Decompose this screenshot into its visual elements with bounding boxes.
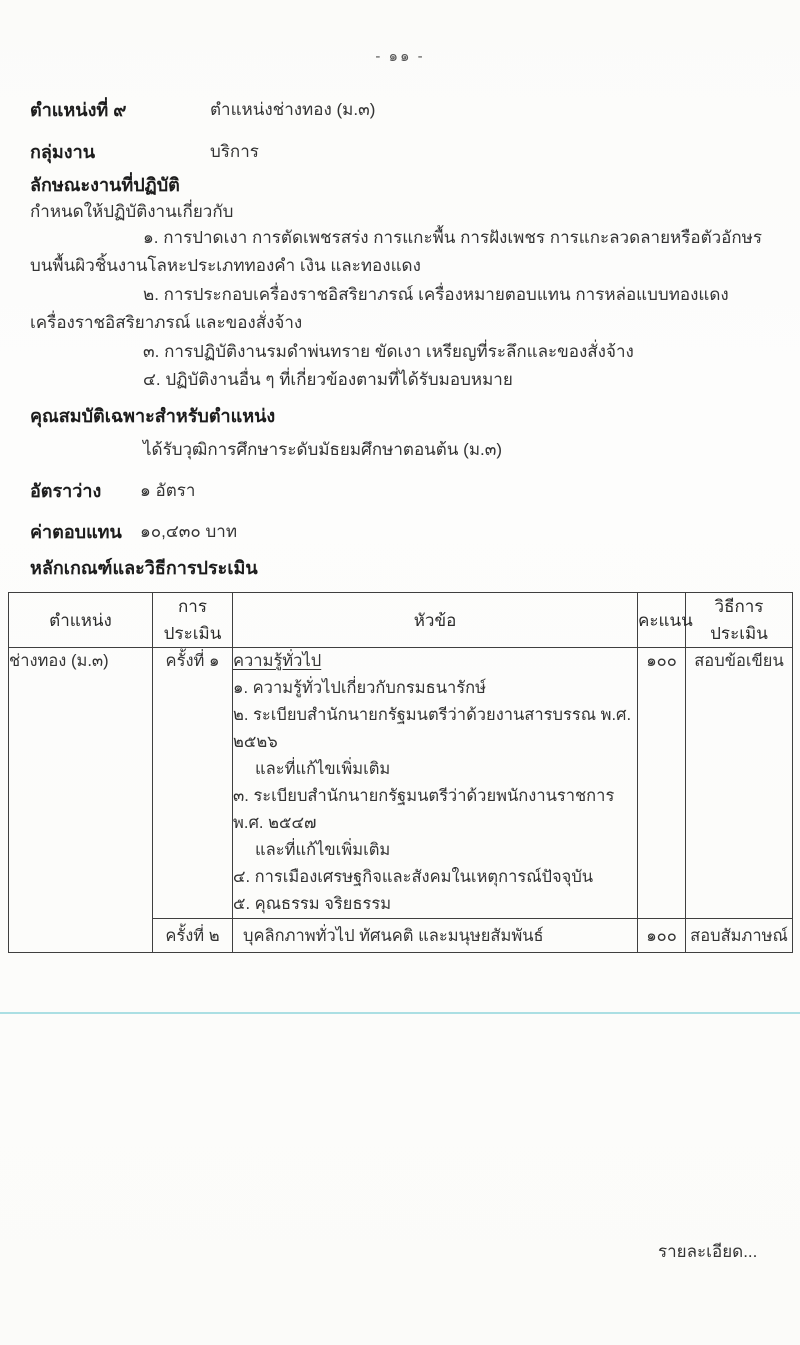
column-header-method: วิธีการประเมิน — [686, 593, 793, 648]
evaluation-heading: หลักเกณฑ์และวิธีการประเมิน — [30, 558, 258, 578]
evaluation-table — [8, 592, 793, 953]
page-number: - ๑๑ - — [375, 48, 425, 65]
column-header-score: คะแนน — [638, 593, 686, 648]
vacancy-value: ๑ อัตรา — [140, 481, 196, 500]
round-1-topics-cell — [233, 648, 638, 919]
position-cell: ช่างทอง (ม.๓) — [9, 648, 153, 953]
duty-item-4: ๔. ปฏิบัติงานอื่น ๆ ที่เกี่ยวข้องตามที่ได้รับมอบหมาย — [143, 370, 513, 390]
duty-item-2-cont: เครื่องราชอิสริยาภรณ์ และของสั่งจ้าง — [30, 313, 303, 333]
round-1-topic-3: ๓. ระเบียบสำนักนายกรัฐมนตรีว่าด้วยพนักงานราชการ พ.ศ. ๒๕๔๗ — [233, 787, 615, 832]
round-1-topic-4: ๔. การเมืองเศรษฐกิจและสังคมในเหตุการณ์ปัจจุบัน — [233, 868, 594, 886]
duties-heading: ลักษณะงานที่ปฏิบัติ — [30, 175, 180, 195]
round-1-topic-1: ๑. ความรู้ทั่วไปเกี่ยวกับกรมธนารักษ์ — [233, 679, 486, 697]
round-2-method-cell: สอบสัมภาษณ์ — [686, 919, 793, 953]
round-1-topic-title: ความรู้ทั่วไป — [233, 652, 322, 670]
duty-item-1-cont: บนพื้นผิวชิ้นงานโลหะประเภททองคำ เงิน และทองแดง — [30, 256, 421, 276]
evaluation-round-1-row — [9, 648, 793, 919]
position-number-value: ตำแหน่งช่างทอง (ม.๓) — [210, 100, 376, 119]
column-header-topic: หัวข้อ — [233, 593, 638, 648]
round-1-score-cell: ๑๐๐ — [638, 648, 686, 919]
position-number-label: ตำแหน่งที่ ๙ — [30, 100, 127, 120]
duties-intro: กำหนดให้ปฏิบัติงานเกี่ยวกับ — [30, 202, 234, 221]
round-1-topic-5: ๕. คุณธรรม จริยธรรม — [233, 895, 392, 913]
compensation-value: ๑๐,๔๓๐ บาท — [140, 522, 238, 541]
round-2-score-cell: ๑๐๐ — [638, 919, 686, 953]
scan-divider-line — [0, 1012, 800, 1014]
duty-item-1: ๑. การปาดเงา การตัดเพชรสร่ง การแกะพื้น การฝังเพชร การแกะลวดลายหรือตัวอักษร — [143, 228, 763, 247]
round-1-topic-2: ๒. ระเบียบสำนักนายกรัฐมนตรีว่าด้วยงานสารบรรณ พ.ศ. ๒๕๒๖ — [233, 706, 632, 751]
round-1-name-cell: ครั้งที่ ๑ — [153, 648, 233, 919]
footer-more-text: รายละเอียด... — [658, 1242, 758, 1261]
duty-item-3: ๓. การปฏิบัติงานรมดำพ่นทราย ขัดเงา เหรียญที่ระลึกและของสั่งจ้าง — [143, 341, 634, 361]
duty-item-2: ๒. การประกอบเครื่องราชอิสริยาภรณ์ เครื่องหมายตอบแทน การหล่อแบบทองแดง — [143, 284, 729, 304]
qualification-text: ได้รับวุฒิการศึกษาระดับมัธยมศึกษาตอนต้น (ม.๓) — [143, 440, 503, 459]
round-1-method-cell: สอบข้อเขียน — [686, 648, 793, 919]
round-2-topic-cell: บุคลิกภาพทั่วไป ทัศนคติ และมนุษยสัมพันธ์ — [233, 919, 638, 953]
work-group-value: บริการ — [210, 142, 259, 161]
vacancy-label: อัตราว่าง — [30, 481, 102, 501]
column-header-position: ตำแหน่ง — [9, 593, 153, 648]
compensation-label: ค่าตอบแทน — [30, 522, 122, 542]
duties-list — [30, 224, 775, 394]
round-2-name-cell: ครั้งที่ ๒ — [153, 919, 233, 953]
round-1-topic-2-cont: และที่แก้ไขเพิ่มเติม — [255, 760, 391, 778]
qualification-heading: คุณสมบัติเฉพาะสำหรับตำแหน่ง — [30, 406, 276, 426]
evaluation-table-header-row — [9, 593, 793, 648]
column-header-assessment: การประเมิน — [153, 593, 233, 648]
round-1-topic-3-cont: และที่แก้ไขเพิ่มเติม — [255, 841, 391, 859]
work-group-label: กลุ่มงาน — [30, 142, 95, 162]
